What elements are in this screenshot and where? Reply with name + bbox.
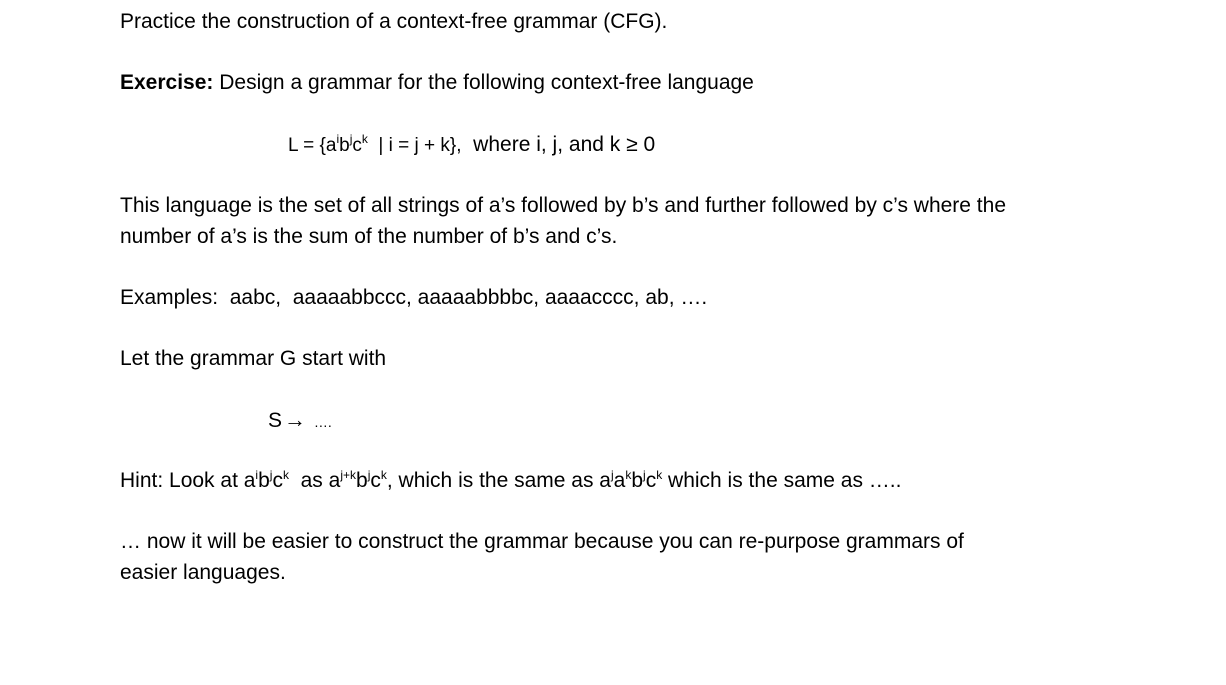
examples-text: Examples: aabc, aaaaabbccc, aaaaabbbbc, aaaacccc, ab, ….	[120, 286, 708, 309]
hint-sup-5: j	[367, 468, 371, 482]
hint-sup-4: j+k	[340, 468, 357, 482]
hint-b1: b	[258, 469, 270, 492]
exercise-label: Exercise:	[120, 71, 214, 94]
hint-as: as a	[288, 469, 341, 492]
start-symbol: S	[268, 409, 283, 432]
description-line-1: This language is the set of all strings of a’s followed by b’s and further followed by c’s where the	[120, 194, 1006, 217]
lang-sup-i: i	[336, 132, 340, 146]
hint-b3: b	[631, 469, 644, 492]
hint-c2: c	[370, 469, 381, 492]
hint-c3: c	[645, 469, 657, 492]
start-rule	[268, 408, 332, 434]
hint-a2: a	[613, 469, 626, 492]
hint-sup-3: k	[282, 468, 289, 482]
lang-c: c	[352, 135, 362, 156]
hint-sup-1: i	[255, 468, 259, 482]
hint-sup-2: j	[269, 468, 273, 482]
conclusion-line-1: … now it will be easier to construct the grammar because you can re-purpose grammars of	[120, 530, 964, 553]
exercise-text: Design a grammar for the following context-free language	[213, 71, 754, 94]
lang-prefix: L = {a	[288, 135, 337, 156]
lang-where: where i, j, and k ≥ 0	[461, 133, 656, 156]
hint-sup-6: k	[380, 468, 387, 482]
lang-sup-j: j	[349, 132, 353, 146]
conclusion-line-2: easier languages.	[120, 561, 286, 584]
lang-condition: | i = j + k},	[367, 135, 462, 156]
hint-c1: c	[272, 469, 283, 492]
grammar-start-text: Let the grammar G start with	[120, 347, 387, 370]
exercise-line	[120, 71, 754, 95]
description-line-2: number of a’s is the sum of the number of b’s and c’s.	[120, 225, 618, 248]
hint-sup-7: j	[610, 468, 614, 482]
lang-b: b	[339, 135, 350, 156]
hint-which-1: , which is the same as a	[386, 469, 611, 492]
hint-sup-9: j	[643, 468, 646, 482]
hint-sup-8: k	[625, 468, 632, 482]
hint-which-2: which is the same as …..	[662, 469, 902, 492]
lang-sup-k: k	[361, 132, 368, 146]
start-rule-tail: ….	[310, 414, 332, 430]
hint-b2: b	[356, 469, 368, 492]
hint-line	[120, 469, 901, 493]
right-arrow-icon: →	[284, 407, 307, 432]
hint-prefix: Hint: Look at a	[120, 469, 256, 492]
language-definition	[288, 133, 655, 158]
intro-text: Practice the construction of a context-free grammar (CFG).	[120, 10, 668, 33]
hint-sup-10: k	[656, 468, 663, 482]
